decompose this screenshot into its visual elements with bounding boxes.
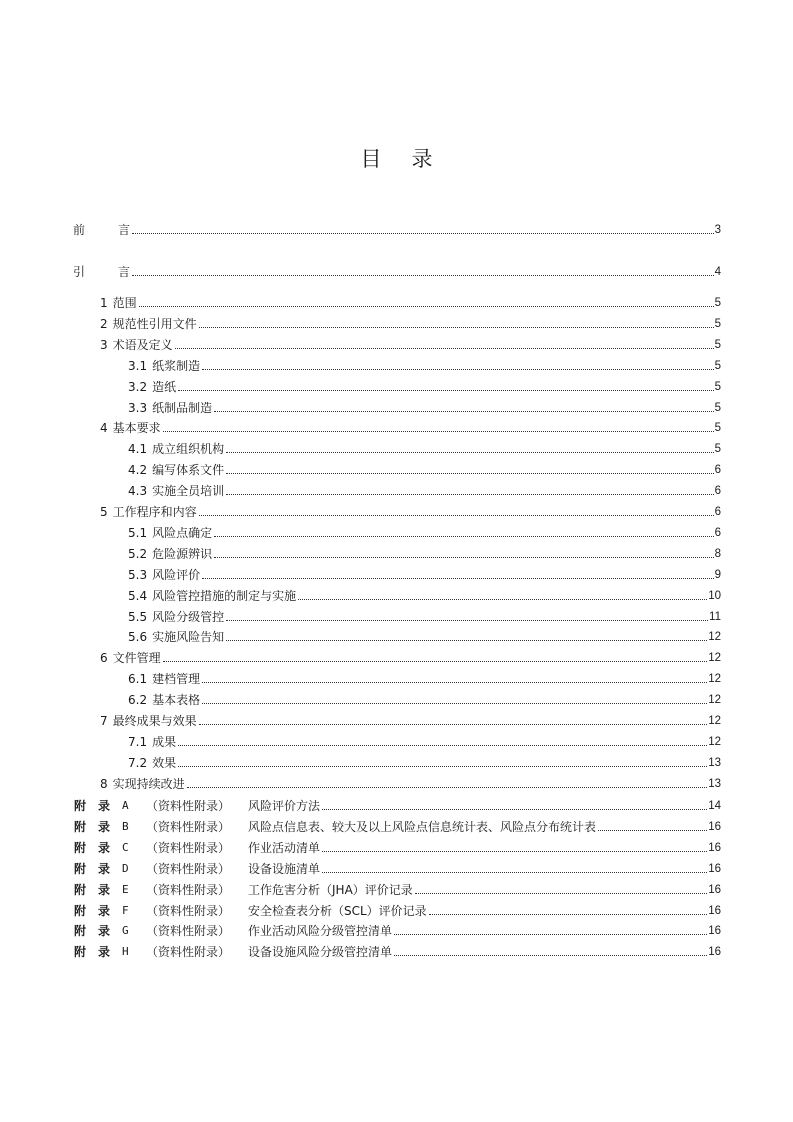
- dot-leader: [298, 599, 707, 600]
- toc-section-number: 6.1: [128, 672, 148, 687]
- toc-section-title: 风险点确定: [152, 525, 213, 540]
- appendix-prefix: 录: [98, 945, 111, 960]
- toc-page-number: 3: [714, 224, 721, 236]
- dot-leader: [226, 620, 708, 621]
- toc-page-number: 13: [708, 777, 721, 790]
- dot-leader: [598, 830, 707, 831]
- dot-leader: [202, 578, 713, 579]
- toc-entry-label: [128, 547, 213, 561]
- dot-leader: [226, 452, 713, 453]
- toc-page-number: 5: [714, 380, 721, 393]
- appendix-title: 设备设施风险分级管控清单: [248, 945, 393, 960]
- toc-entry-label: [73, 223, 131, 237]
- toc-entry[interactable]: [100, 292, 721, 310]
- toc-page-number: 16: [708, 820, 721, 833]
- appendix-kind: （资料性附录）: [146, 924, 231, 939]
- toc-page-number: 13: [708, 756, 721, 769]
- appendix-prefix: 附: [74, 903, 87, 918]
- dot-leader: [214, 536, 713, 537]
- toc-appendix-entry[interactable]: [74, 795, 721, 813]
- appendix-prefix: 录: [98, 861, 111, 876]
- toc-page-number: 12: [708, 673, 721, 686]
- appendix-prefix: 录: [98, 840, 111, 855]
- dot-leader: [163, 661, 708, 662]
- appendix-kind: （资料性附录）: [146, 819, 231, 834]
- appendix-prefix: 录: [98, 882, 111, 897]
- toc-section-number: 5.1: [128, 525, 148, 540]
- toc-section-title: 最终成果与效果: [112, 714, 197, 728]
- toc-entry-label: [128, 526, 213, 540]
- appendix-kind: （资料性附录）: [146, 799, 231, 813]
- toc-section-title: 规范性引用文件: [112, 316, 197, 331]
- toc-section-number: 7: [100, 714, 108, 728]
- toc-page-number: 5: [714, 338, 721, 351]
- dot-leader: [199, 724, 708, 725]
- toc-appendix-entry[interactable]: [74, 858, 721, 876]
- toc-section-number: 4: [100, 421, 108, 436]
- toc-entry-label: [128, 359, 201, 373]
- toc-entry[interactable]: [128, 668, 721, 686]
- toc-section-number: 4.1: [128, 442, 148, 457]
- toc-entry-label: [128, 484, 225, 498]
- toc-entry-label: [74, 799, 321, 813]
- dot-leader: [226, 473, 713, 474]
- dot-leader: [202, 369, 713, 370]
- toc-entry-label: [128, 672, 201, 686]
- toc-entry-label: [100, 651, 162, 665]
- toc-section-title: 基本要求: [112, 421, 161, 436]
- toc-entry-label: [100, 338, 174, 352]
- appendix-kind: （资料性附录）: [146, 903, 231, 918]
- toc-page-number: 16: [708, 841, 721, 854]
- toc-entry[interactable]: [128, 752, 721, 770]
- toc-entry-label: [74, 862, 321, 876]
- toc-section-title: 危险源辨识: [152, 546, 213, 561]
- toc-entry[interactable]: [128, 480, 721, 498]
- dot-leader: [178, 745, 707, 746]
- toc-entry-label: [128, 401, 213, 415]
- dot-leader: [178, 390, 713, 391]
- toc-page-number: 5: [714, 359, 721, 372]
- appendix-title: 工作危害分析（JHA）评价记录: [248, 882, 413, 897]
- dot-leader: [322, 851, 707, 852]
- toc-entry-label: [74, 945, 393, 959]
- dot-leader: [202, 703, 707, 704]
- dot-leader: [178, 766, 707, 767]
- toc-entry[interactable]: [100, 773, 721, 791]
- appendix-prefix: 附: [74, 924, 87, 939]
- appendix-title: 作业活动风险分级管控清单: [248, 924, 393, 939]
- toc-entry[interactable]: [128, 543, 721, 561]
- toc-page-number: 6: [714, 464, 721, 477]
- dot-leader: [199, 515, 714, 516]
- toc-entry[interactable]: [100, 334, 721, 352]
- toc-entry-label: [128, 630, 225, 644]
- toc-appendix-entry[interactable]: [74, 900, 721, 918]
- title-char-left: 目: [360, 147, 382, 171]
- title-char-right: 录: [411, 147, 433, 171]
- toc-entry[interactable]: [128, 731, 721, 749]
- toc-section-title: 成果: [152, 734, 177, 749]
- toc-page-number: 11: [709, 610, 721, 623]
- toc-entry-preface[interactable]: [73, 261, 721, 279]
- appendix-letter: F: [122, 903, 129, 917]
- dot-leader: [394, 934, 707, 935]
- toc-entry[interactable]: [128, 689, 721, 707]
- toc-entry-label: [100, 421, 162, 435]
- appendix-title: 安全检查表分析（SCL）评价记录: [248, 903, 427, 918]
- toc-entry-label: [128, 693, 201, 707]
- toc-section-number: 7.2: [128, 755, 148, 770]
- toc-entry[interactable]: [100, 313, 721, 331]
- toc-page-number: 5: [714, 297, 721, 309]
- toc-page-number: 16: [708, 862, 721, 875]
- toc-entry[interactable]: [128, 522, 721, 540]
- dot-leader: [322, 809, 707, 810]
- toc-entry[interactable]: [100, 417, 721, 435]
- toc-section-title: 实施风险告知: [152, 630, 225, 645]
- toc-page-number: 5: [714, 317, 721, 330]
- dot-leader: [226, 494, 713, 495]
- toc-entry[interactable]: [128, 376, 721, 394]
- toc-entry-label: [74, 924, 393, 938]
- toc-section-number: 5.6: [128, 630, 148, 645]
- toc-page-number: 5: [714, 443, 721, 456]
- toc-entry[interactable]: [128, 626, 721, 644]
- toc-section-number: 4.3: [128, 484, 148, 499]
- dot-leader: [429, 914, 708, 915]
- toc-page-number: 12: [708, 652, 721, 665]
- dot-leader: [132, 275, 714, 276]
- toc-section-title: 造纸: [152, 379, 177, 394]
- toc-page-number: 6: [714, 485, 721, 498]
- toc-page-number: 9: [714, 568, 721, 581]
- appendix-prefix: 录: [98, 819, 111, 834]
- dot-leader: [187, 787, 708, 788]
- toc-entry[interactable]: [128, 438, 721, 456]
- toc-section-title: 建档管理: [152, 672, 201, 687]
- appendix-prefix: 附: [74, 882, 87, 897]
- toc-page-number: 16: [708, 925, 721, 938]
- toc-section-number: 3: [100, 337, 108, 352]
- appendix-letter: H: [122, 945, 129, 959]
- toc-entry[interactable]: [128, 585, 721, 603]
- toc-entry[interactable]: [128, 397, 721, 415]
- toc-entry-label: [74, 841, 321, 855]
- toc-section-number: 5: [100, 505, 108, 519]
- dot-leader: [214, 411, 713, 412]
- toc-entry-label: [100, 777, 186, 791]
- toc-section-number: 5.4: [128, 588, 148, 603]
- toc-entry-label: [128, 610, 225, 624]
- dot-leader: [163, 431, 714, 432]
- toc-entry-label: [128, 735, 177, 749]
- toc-page-number: 5: [714, 401, 721, 414]
- toc-section-title: 文件管理: [112, 651, 161, 666]
- appendix-prefix: 附: [74, 799, 87, 813]
- toc-entry[interactable]: [128, 564, 721, 582]
- toc-section-number: 3.2: [128, 379, 148, 394]
- dot-leader: [394, 955, 707, 956]
- toc-entry-char: 言: [118, 265, 131, 279]
- dot-leader: [139, 306, 714, 307]
- appendix-letter: A: [122, 799, 129, 812]
- toc-section-number: 8: [100, 776, 108, 791]
- toc-page-number: 12: [708, 715, 721, 727]
- appendix-letter: B: [122, 819, 129, 833]
- toc-page-number: 5: [714, 422, 721, 435]
- toc-entry-label: [128, 568, 201, 582]
- toc-appendix-entry[interactable]: [74, 941, 721, 959]
- appendix-letter: E: [122, 882, 129, 896]
- toc-section-number: 3.1: [128, 358, 148, 373]
- toc-entry-label: [100, 317, 198, 331]
- appendix-title: 风险评价方法: [248, 799, 321, 813]
- toc-entry[interactable]: [128, 606, 721, 624]
- toc-section-title: 范围: [112, 296, 137, 310]
- toc-appendix-entry[interactable]: [74, 920, 721, 938]
- toc-entry[interactable]: [100, 501, 721, 519]
- dot-leader: [415, 893, 707, 894]
- toc-page-number: 16: [708, 904, 721, 917]
- dot-leader: [175, 348, 714, 349]
- appendix-title: 作业活动清单: [248, 840, 321, 855]
- toc-entry-char: 引: [73, 265, 86, 279]
- toc-section-title: 风险分级管控: [152, 609, 225, 624]
- toc-section-title: 效果: [152, 755, 177, 770]
- toc-section-title: 成立组织机构: [152, 442, 225, 457]
- appendix-prefix: 附: [74, 840, 87, 855]
- toc-section-number: 2: [100, 316, 108, 331]
- toc-page-number: 4: [714, 266, 721, 278]
- dot-leader: [214, 557, 713, 558]
- toc-section-number: 5.3: [128, 567, 148, 582]
- toc-section-number: 4.2: [128, 463, 148, 478]
- toc-section-title: 术语及定义: [112, 337, 173, 352]
- appendix-letter: D: [122, 861, 129, 875]
- appendix-letter: G: [122, 924, 129, 938]
- toc-section-title: 纸制品制造: [152, 400, 213, 415]
- toc-entry-label: [74, 820, 597, 834]
- toc-entry-label: [74, 904, 428, 918]
- toc-page-number: 12: [708, 735, 721, 748]
- toc-section-title: 实现持续改进: [112, 776, 185, 791]
- appendix-title: 风险点信息表、较大及以上风险点信息统计表、风险点分布统计表: [248, 819, 597, 834]
- toc-section-title: 基本表格: [152, 693, 201, 708]
- toc-section-title: 实施全员培训: [152, 484, 225, 499]
- toc-entry-label: [73, 265, 131, 279]
- toc-entry-char: 前: [73, 223, 86, 237]
- toc-entry-label: [128, 589, 297, 603]
- toc-page-number: 16: [708, 883, 721, 896]
- toc-entry-preface[interactable]: [73, 219, 721, 237]
- toc-page-number: 14: [708, 800, 721, 812]
- toc-entry[interactable]: [128, 355, 721, 373]
- toc-entry-label: [74, 883, 414, 897]
- toc-section-number: 3.3: [128, 400, 148, 415]
- appendix-kind: （资料性附录）: [146, 882, 231, 897]
- toc-appendix-entry[interactable]: [74, 816, 721, 834]
- toc-page-number: 6: [714, 526, 721, 539]
- appendix-kind: （资料性附录）: [146, 861, 231, 876]
- toc-entry-label: [128, 442, 225, 456]
- toc-entry-label: [128, 463, 225, 477]
- dot-leader: [132, 233, 714, 234]
- toc-entry-label: [100, 296, 138, 310]
- page-title: [0, 143, 793, 173]
- appendix-prefix: 附: [74, 861, 87, 876]
- toc-page-number: 12: [708, 631, 721, 644]
- appendix-prefix: 录: [98, 799, 111, 813]
- appendix-kind: （资料性附录）: [146, 840, 231, 855]
- toc-section-number: 5.5: [128, 609, 148, 624]
- toc-entry[interactable]: [100, 647, 721, 665]
- toc-section-number: 5.2: [128, 546, 148, 561]
- toc-entry-char: 言: [118, 223, 131, 237]
- toc-section-title: 工作程序和内容: [112, 505, 197, 519]
- appendix-title: 设备设施清单: [248, 861, 321, 876]
- appendix-prefix: 录: [98, 924, 111, 939]
- dot-leader: [322, 872, 707, 873]
- appendix-prefix: 附: [74, 945, 87, 960]
- appendix-kind: （资料性附录）: [146, 945, 231, 960]
- dot-leader: [199, 327, 714, 328]
- toc-entry-label: [128, 380, 177, 394]
- appendix-prefix: 附: [74, 819, 87, 834]
- dot-leader: [202, 682, 707, 683]
- dot-leader: [226, 640, 707, 641]
- toc-section-number: 7.1: [128, 734, 148, 749]
- toc-page-number: 16: [708, 946, 721, 959]
- appendix-letter: C: [122, 840, 129, 854]
- toc-entry-label: [128, 756, 177, 770]
- toc-appendix-entry[interactable]: [74, 879, 721, 897]
- toc-page-number: 12: [708, 694, 721, 707]
- toc-entry-label: [100, 505, 198, 519]
- toc-section-number: 6: [100, 651, 108, 666]
- toc-section-title: 风险管控措施的制定与实施: [152, 588, 297, 603]
- toc-appendix-entry[interactable]: [74, 837, 721, 855]
- toc-entry[interactable]: [128, 459, 721, 477]
- toc-page-number: 10: [708, 589, 721, 602]
- toc-page-number: 8: [714, 547, 721, 560]
- toc-entry[interactable]: [100, 710, 721, 728]
- toc-section-title: 编写体系文件: [152, 463, 225, 478]
- toc-section-title: 纸浆制造: [152, 358, 201, 373]
- toc-page-number: 6: [714, 506, 721, 518]
- toc-section-title: 风险评价: [152, 567, 201, 582]
- toc-section-number: 1: [100, 296, 108, 310]
- toc-section-number: 6.2: [128, 693, 148, 708]
- appendix-prefix: 录: [98, 903, 111, 918]
- toc-entry-label: [100, 714, 198, 728]
